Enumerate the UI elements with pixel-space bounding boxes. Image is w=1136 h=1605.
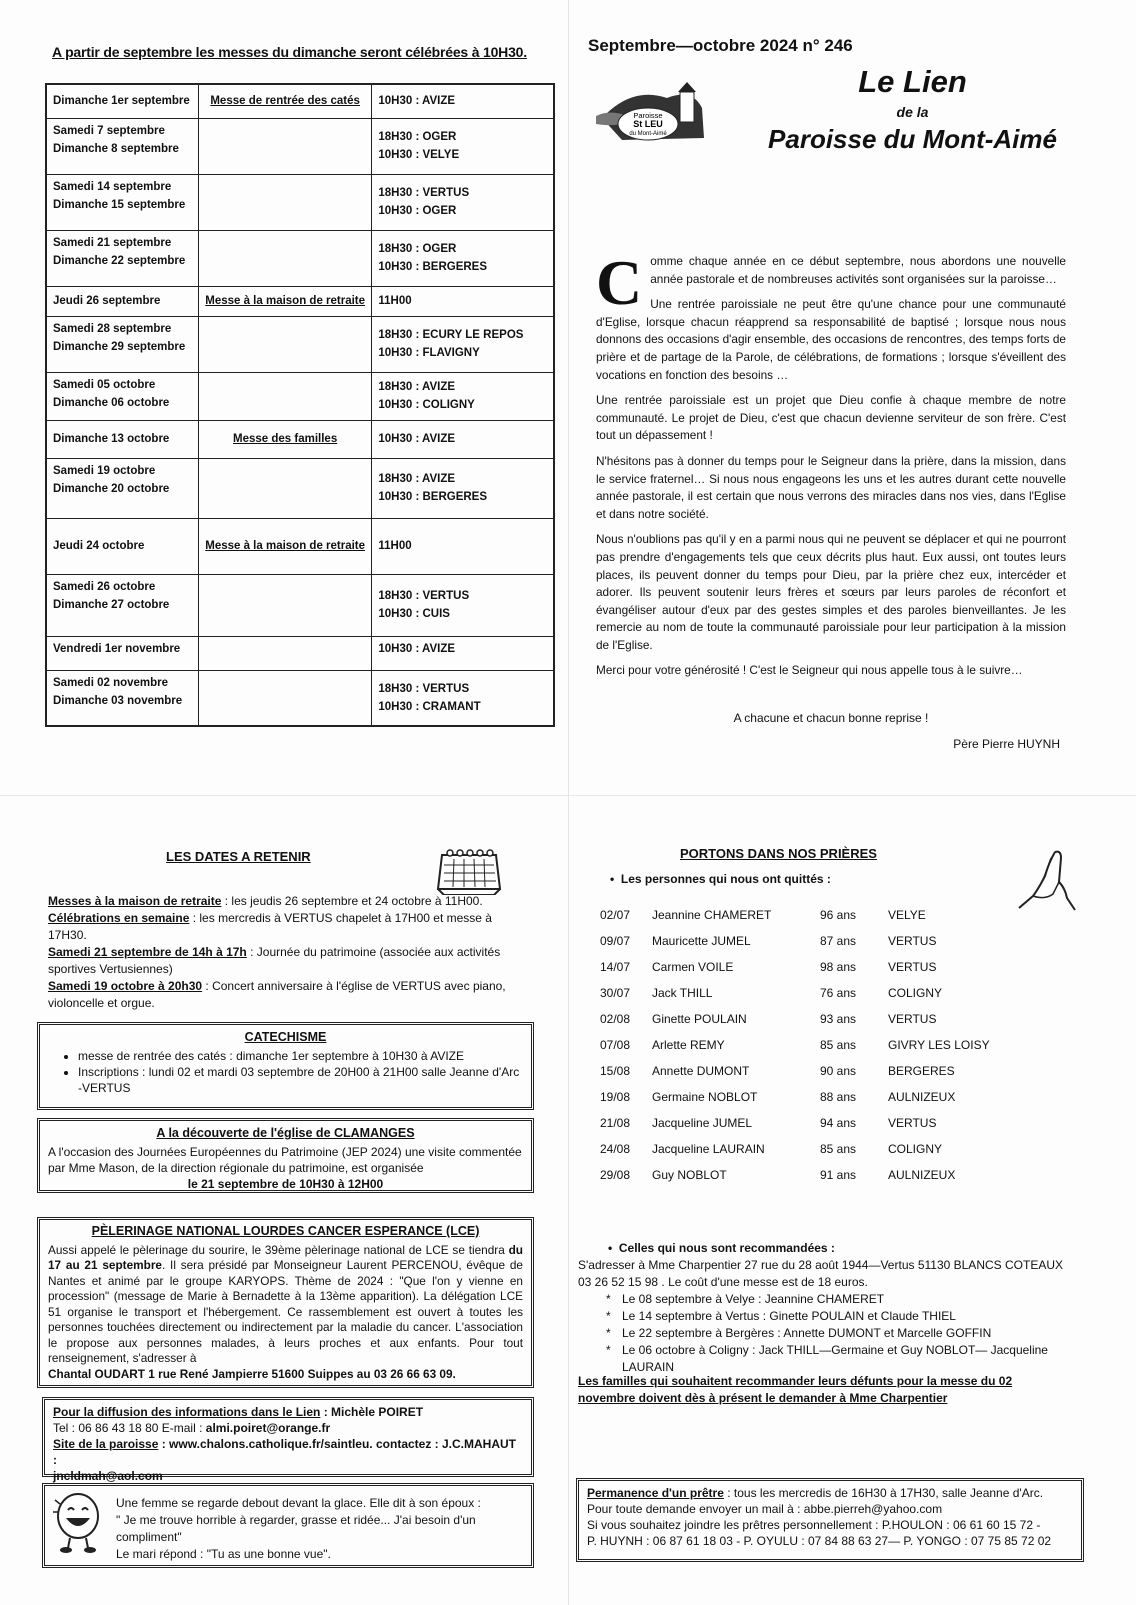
schedule-dates: Vendredi 1er novembre <box>46 636 198 670</box>
clamanges-box <box>37 1118 534 1193</box>
deceased-place: VERTUS <box>888 1116 937 1130</box>
catechisme-box <box>37 1022 534 1110</box>
deceased-date: 09/07 <box>600 934 631 948</box>
schedule-row <box>46 118 554 174</box>
schedule-dates: Samedi 26 octobre Dimanche 27 octobre <box>46 574 198 636</box>
deceased-place: VELYE <box>888 908 926 922</box>
schedule-dates: Samedi 21 septembre Dimanche 22 septembre <box>46 230 198 286</box>
schedule-masses: 18H30 : VERTUS 10H30 : OGER <box>372 174 554 230</box>
contact-box <box>42 1397 534 1483</box>
schedule-event: Messe à la maison de retraite <box>198 518 371 574</box>
deceased-place: GIVRY LES LOISY <box>888 1038 990 1052</box>
schedule-dates: Dimanche 1er septembre <box>46 84 198 118</box>
schedule-row <box>46 84 554 118</box>
logo-text-2: St LEU <box>633 119 663 129</box>
deceased-place: COLIGNY <box>888 1142 943 1156</box>
schedule-masses: 10H30 : AVIZE <box>372 420 554 458</box>
schedule-row <box>46 420 554 458</box>
schedule-dates: Samedi 05 octobre Dimanche 06 octobre <box>46 372 198 420</box>
deceased-row <box>600 1084 990 1110</box>
schedule-masses: 18H30 : OGER 10H30 : BERGERES <box>372 230 554 286</box>
deceased-row <box>600 1032 990 1058</box>
date-item: Samedi 19 octobre à 20h30 : Concert anniversaire à l'église de VERTUS avec piano, violoncelle et orgue. <box>48 979 506 1010</box>
schedule-masses: 18H30 : AVIZE 10H30 : BERGERES <box>372 458 554 518</box>
catechisme-item: • messe de rentrée des catés : dimanche 1er septembre à 10H30 à AVIZE <box>78 1048 523 1064</box>
deceased-table <box>600 902 990 1188</box>
editorial-paragraph-5: Nous n'oublions pas qu'il y en a parmi nous qui ne peuvent se déplacer et qui ne pourront pas prendre d'engagements tels que ceux décrits plus haut. Eux aussi, ont toutes leurs places, ils peuvent donner du temps pour Dieu, par la prière chez eux, intercéder et adorer. Ils peuvent soutenir leurs frères et sœurs par leurs paroles de réconfort et évangéliser autour d'eux par des gestes simples et des paroles bienveillantes. Je les remercie au nom de toute la communauté paroissiale pour leur participation à la mission de l'Eglise. <box>596 532 1066 652</box>
deceased-age: 85 ans <box>820 1142 857 1156</box>
deceased-row <box>600 1006 990 1032</box>
schedule-event <box>198 636 371 670</box>
site-line: Site de la paroisse : www.chalons.catholique.fr/saintleu. contactez : J.C.MAHAUT : <box>53 1437 516 1467</box>
families-notice: Les familles qui souhaitent recommander leurs défunts pour la messe du 02 novembre doivent dès à présent le demander à Mme Charpentier <box>578 1374 1013 1405</box>
schedule-event <box>198 458 371 518</box>
deceased-name: Mauricette JUMEL <box>652 934 751 948</box>
deceased-name: Arlette REMY <box>652 1038 725 1052</box>
clamanges-title: A la découverte de l'église de CLAMANGES <box>156 1126 415 1140</box>
schedule-masses: 11H00 <box>372 286 554 316</box>
deceased-date: 24/08 <box>600 1142 631 1156</box>
schedule-masses: 18H30 : VERTUS 10H30 : CUIS <box>372 574 554 636</box>
laughing-smiley-icon <box>52 1490 104 1554</box>
deceased-header: • Les personnes qui nous ont quittés : <box>610 872 831 886</box>
schedule-dates: Dimanche 13 octobre <box>46 420 198 458</box>
schedule-dates: Samedi 28 septembre Dimanche 29 septembre <box>46 316 198 372</box>
deceased-place: COLIGNY <box>888 986 943 1000</box>
newsletter-title: Le Lien <box>858 64 967 99</box>
deceased-name: Guy NOBLOT <box>652 1168 727 1182</box>
schedule-row <box>46 230 554 286</box>
catechisme-title: CATECHISME <box>244 1030 327 1044</box>
logo-text-1: Paroisse <box>633 111 663 120</box>
deceased-age: 93 ans <box>820 1012 857 1026</box>
schedule-row <box>46 670 554 726</box>
deceased-place: BERGERES <box>888 1064 955 1078</box>
mass-schedule-table <box>45 83 555 727</box>
editorial-signature: Père Pierre HUYNH <box>953 737 1060 751</box>
recommended-item: * Le 08 septembre à Velye : Jeannine CHAMERET <box>622 1291 1068 1308</box>
editorial-paragraph-2: Une rentrée paroissiale ne peut être qu'une chance pour une communauté d'Eglise, lorsque chacun réapprend sa responsabilité de baptisé ; lorsque nous nous donnons des occasions d'agir ensemble, des occasions de rencontres, des temps forts de prière et de partage de la Parole, de célébrations, de formations ; lorsque s'éveillent des vocations en fonction des besoins … <box>596 297 1066 382</box>
dates-list <box>48 893 533 1012</box>
permanence-phones-2: P. HUYNH : 06 87 61 18 03 - P. OYULU : 07 84 88 63 27— P. YONGO : 07 75 85 72 02 <box>587 1534 1052 1548</box>
schedule-row <box>46 518 554 574</box>
schedule-row <box>46 316 554 372</box>
deceased-age: 90 ans <box>820 1064 857 1078</box>
deceased-place: VERTUS <box>888 934 937 948</box>
deceased-row <box>600 980 990 1006</box>
deceased-date: 02/08 <box>600 1012 631 1026</box>
editorial-paragraph-4: N'hésitons pas à donner du temps pour le Seigneur dans la prière, dans la mission, dans le service fraternel… Si nous nous engageons les uns et les autres durant cette nouvelle année pastorale, il est certain que nous verrons des miracles dans nos vies, dans l'Eglise et dans notre société. <box>596 453 1066 521</box>
issue-number: Septembre—octobre 2024 n° 246 <box>588 36 853 55</box>
title-connector: de la <box>896 104 929 120</box>
deceased-date: 19/08 <box>600 1090 631 1104</box>
email-link[interactable]: almi.poiret@orange.fr <box>205 1421 331 1435</box>
lourdes-contact: Chantal OUDART 1 rue René Jampierre 51600 Suippes au 03 26 66 63 09. <box>48 1366 456 1381</box>
schedule-masses: 10H30 : AVIZE <box>372 84 554 118</box>
schedule-row <box>46 458 554 518</box>
site-link[interactable]: : www.chalons.catholique.fr/saintleu. <box>158 1437 373 1451</box>
parish-name: Paroisse du Mont-Aimé <box>768 124 1057 154</box>
schedule-dates: Samedi 02 novembre Dimanche 03 novembre <box>46 670 198 726</box>
schedule-event: Messe de rentrée des catés <box>198 84 371 118</box>
deceased-row <box>600 902 990 928</box>
schedule-dates: Jeudi 24 octobre <box>46 518 198 574</box>
schedule-dates: Samedi 7 septembre Dimanche 8 septembre <box>46 118 198 174</box>
editorial-paragraph-1: Comme chaque année en ce début septembre, nous abordons une nouvelle année pastorale et de nombreuses activités sont organisées sur la paroisse… <box>596 247 1066 318</box>
deceased-age: 76 ans <box>820 986 857 1000</box>
schedule-masses: 18H30 : OGER 10H30 : VELYE <box>372 118 554 174</box>
dates-title: LES DATES A RETENIR <box>166 849 311 864</box>
deceased-name: Annette DUMONT <box>652 1064 750 1078</box>
schedule-masses: 11H00 <box>372 518 554 574</box>
deceased-date: 29/08 <box>600 1168 631 1182</box>
schedule-row <box>46 372 554 420</box>
deceased-row <box>600 1110 990 1136</box>
deceased-date: 07/08 <box>600 1038 631 1052</box>
prayers-title: PORTONS DANS NOS PRIÈRES <box>680 846 877 861</box>
deceased-name: Jeannine CHAMERET <box>652 908 772 922</box>
editorial <box>596 247 1066 688</box>
deceased-date: 15/08 <box>600 1064 631 1078</box>
deceased-age: 91 ans <box>820 1168 857 1182</box>
lourdes-box <box>37 1217 534 1388</box>
deceased-row <box>600 1136 990 1162</box>
permanence-box <box>576 1478 1084 1562</box>
deceased-age: 96 ans <box>820 908 857 922</box>
page-fold-vertical <box>568 0 569 1605</box>
editorial-paragraph-6: Merci pour votre générosité ! C'est le Seigneur qui nous appelle tous à le suivre… <box>596 663 1023 678</box>
drop-cap: C <box>596 247 643 318</box>
clamanges-when: le 21 septembre de 10H30 à 12H00 <box>187 1177 384 1191</box>
permanence-line: Permanence d'un prêtre : tous les mercredis de 16H30 à 17H30, salle Jeanne d'Arc. <box>587 1486 1044 1500</box>
parish-logo <box>592 78 742 158</box>
recommended-header: • Celles qui nous sont recommandées : <box>608 1241 835 1255</box>
praying-hands-icon <box>1015 848 1081 918</box>
schedule-masses: 10H30 : AVIZE <box>372 636 554 670</box>
recommended-item: * Le 14 septembre à Vertus : Ginette POULAIN et Claude THIEL <box>622 1308 1068 1325</box>
deceased-age: 85 ans <box>820 1038 857 1052</box>
editorial-paragraph-3: Une rentrée paroissiale est un projet que Dieu confie à chaque membre de notre communauté. Le projet de Dieu, c'est que chacun devienne serviteur de son frère. C'est tout un dépassement ! <box>596 393 1066 443</box>
deceased-place: AULNIZEUX <box>888 1090 956 1104</box>
deceased-place: AULNIZEUX <box>888 1168 956 1182</box>
logo-text-3: du Mont-Aimé <box>629 131 667 137</box>
lourdes-title: PÈLERINAGE NATIONAL LOURDES CANCER ESPERANCE (LCE) <box>91 1224 480 1238</box>
schedule-event <box>198 230 371 286</box>
deceased-name: Jacqueline LAURAIN <box>652 1142 765 1156</box>
deceased-row <box>600 928 990 954</box>
lourdes-text: Aussi appelé le pèlerinage du sourire, le 39ème pèlerinage national de LCE se tiendra du 17 au 21 septembre. Il sera présidé par Monseigneur Laurent PERCENOU, évêque de Nantes et animé par le groupe KARYOPS. Thème de 2024 : "Que l'on y vienne en procession" (message de Marie à Bernadette à la 13ème apparition). La délégation LCE 51 organise le transport et l'hébergement. Ce rassemblement est ouvert à toutes les personnes touchées directement ou indirectement par la maladie du cancer. L'association le propose aux personnes malades, à leurs proches et aux enfants. Pour tout renseignement, s'adresser à <box>48 1242 523 1365</box>
schedule-event <box>198 174 371 230</box>
deceased-name: Carmen VOILE <box>652 960 734 974</box>
deceased-age: 88 ans <box>820 1090 857 1104</box>
joke-text: Une femme se regarde debout devant la glace. Elle dit à son époux : " Je me trouve horrible à regarder, grasse et ridée... J'ai besoin d'un compliment" Le mari répond : "Tu as une bonne vue". <box>116 1496 481 1561</box>
schedule-event: Messe à la maison de retraite <box>198 286 371 316</box>
deceased-place: VERTUS <box>888 1012 937 1026</box>
schedule-event <box>198 316 371 372</box>
deceased-date: 30/07 <box>600 986 631 1000</box>
schedule-masses: 18H30 : AVIZE 10H30 : COLIGNY <box>372 372 554 420</box>
recommended-section <box>578 1240 1068 1376</box>
page-fold-horizontal <box>0 795 1136 796</box>
date-item: Célébrations en semaine : les mercredis à VERTUS chapelet à 17H00 et messe à 17H30. <box>48 911 492 942</box>
schedule-row <box>46 636 554 670</box>
deceased-age: 87 ans <box>820 934 857 948</box>
schedule-event <box>198 372 371 420</box>
deceased-age: 98 ans <box>820 960 857 974</box>
clamanges-text: A l'occasion des Journées Européennes du Patrimoine (JEP 2024) une visite commentée par Mme Mason, de la direction régionale du patrimoine, est organisée <box>48 1145 522 1175</box>
schedule-masses: 18H30 : ECURY LE REPOS 10H30 : FLAVIGNY <box>372 316 554 372</box>
schedule-event <box>198 670 371 726</box>
calendar-icon <box>434 845 504 895</box>
deceased-row <box>600 1058 990 1084</box>
schedule-row <box>46 174 554 230</box>
schedule-title: A partir de septembre les messes du dimanche seront célébrées à 10H30. <box>52 44 527 60</box>
permanence-phones-1: Si vous souhaitez joindre les prêtres personnellement : P.HOULON : 06 61 60 15 72 - <box>587 1518 1041 1532</box>
schedule-row <box>46 574 554 636</box>
diffusion-line: Pour la diffusion des informations dans le Lien : Michèle POIRET <box>53 1405 424 1419</box>
deceased-place: VERTUS <box>888 960 937 974</box>
catechisme-item: • Inscriptions : lundi 02 et mardi 03 septembre de 20H00 à 21H00 salle Jeanne d'Arc -VERTUS <box>78 1064 523 1096</box>
deceased-name: Jack THILL <box>652 986 713 1000</box>
schedule-event <box>198 574 371 636</box>
schedule-dates: Samedi 14 septembre Dimanche 15 septembre <box>46 174 198 230</box>
deceased-row <box>600 1162 990 1188</box>
recommended-item: * Le 06 octobre à Coligny : Jack THILL—Germaine et Guy NOBLOT— Jacqueline LAURAIN <box>622 1342 1068 1376</box>
schedule-dates: Samedi 19 octobre Dimanche 20 octobre <box>46 458 198 518</box>
date-item: Samedi 21 septembre de 14h à 17h : Journée du patrimoine (associée aux activités sportives Vertusiennes) <box>48 945 501 976</box>
schedule-event <box>198 118 371 174</box>
date-item: Messes à la maison de retraite : les jeudis 26 septembre et 24 octobre à 11H00. <box>48 894 483 908</box>
deceased-age: 94 ans <box>820 1116 857 1130</box>
site-email[interactable]: jncldmah@aol.com <box>53 1469 163 1483</box>
permanence-mail: Pour toute demande envoyer un mail à : abbe.pierreh@yahoo.com <box>587 1502 943 1516</box>
deceased-date: 14/07 <box>600 960 631 974</box>
schedule-event: Messe des familles <box>198 420 371 458</box>
deceased-date: 21/08 <box>600 1116 631 1130</box>
deceased-name: Jacqueline JUMEL <box>652 1116 753 1130</box>
deceased-row <box>600 954 990 980</box>
schedule-dates: Jeudi 26 septembre <box>46 286 198 316</box>
schedule-masses: 18H30 : VERTUS 10H30 : CRAMANT <box>372 670 554 726</box>
tel-line: Tel : 06 86 43 18 80 E-mail : almi.poiret@orange.fr <box>53 1421 331 1435</box>
deceased-name: Ginette POULAIN <box>652 1012 747 1026</box>
schedule-row <box>46 286 554 316</box>
recommended-intro: S'adresser à Mme Charpentier 27 rue du 28 août 1944—Vertus 51130 BLANCS COTEAUX 03 26 52 15 98 . Le coût d'une messe est de 18 euros. <box>578 1258 1063 1289</box>
editorial-closing: A chacune et chacun bonne reprise ! <box>733 711 929 725</box>
deceased-date: 02/07 <box>600 908 631 922</box>
deceased-name: Germaine NOBLOT <box>652 1090 758 1104</box>
recommended-item: * Le 22 septembre à Bergères : Annette DUMONT et Marcelle GOFFIN <box>622 1325 1068 1342</box>
